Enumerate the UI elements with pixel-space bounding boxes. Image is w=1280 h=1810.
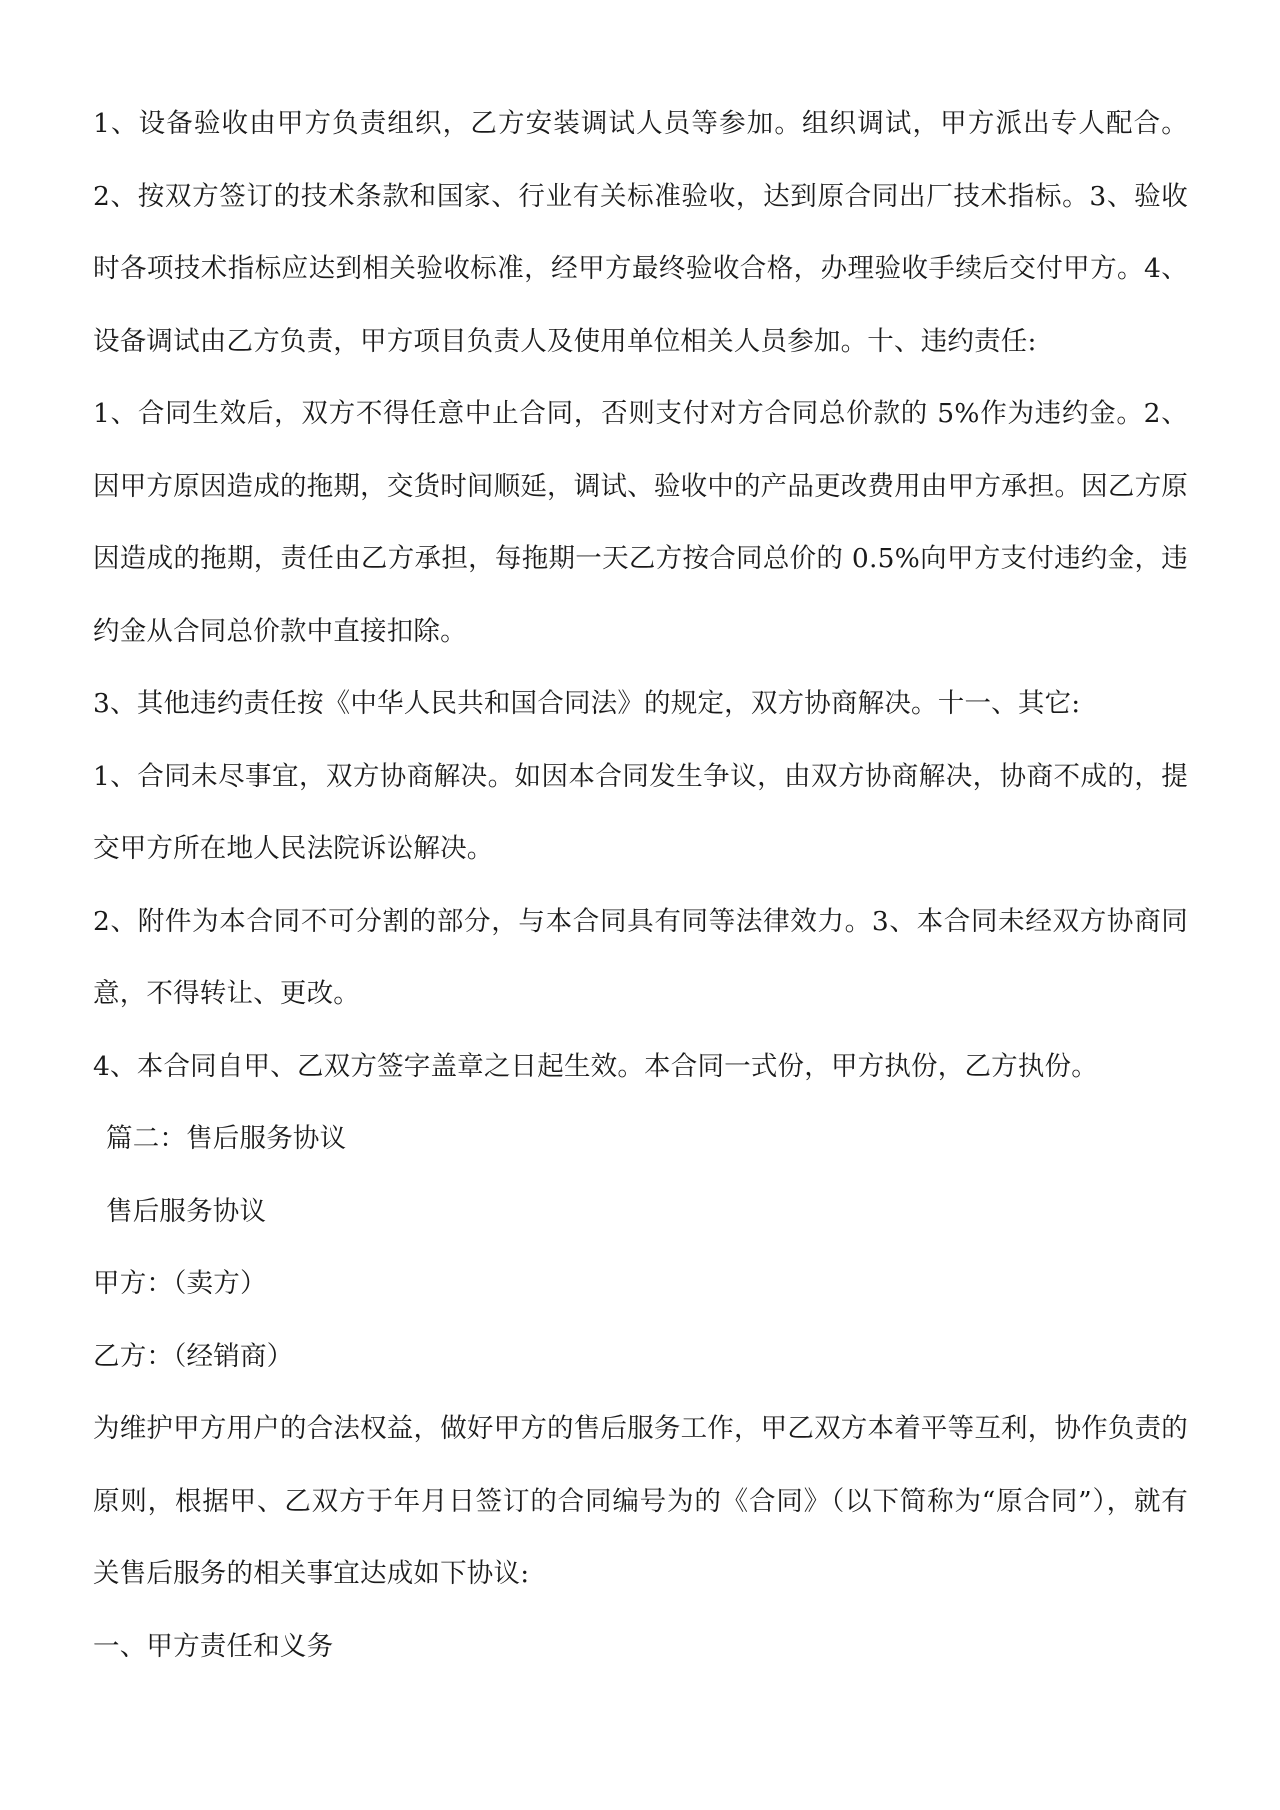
paragraph-breach-liability: 1、合同生效后，双方不得任意中止合同，否则支付对方合同总价款的 5%作为违约金。2、因甲方原因造成的拖期，交货时间顺延，调试、验收中的产品更改费用由甲方承担。因乙方原因造成的拖期，责任由乙方承担，每拖期一天乙方按合同总价的 0.5%向甲方支付违约金，违约金从合同总价款中直接扣除。 [93, 398, 1188, 647]
paragraph-annex: 2、附件为本合同不可分割的部分，与本合同具有同等法律效力。3、本合同未经双方协商同意，不得转让、更改。 [93, 905, 1188, 1009]
document-page [93, 88, 1188, 1683]
paragraph-effective: 4、本合同自甲、乙双方签字盖章之日起生效。本合同一式份，甲方执份，乙方执份。 [93, 1050, 1098, 1082]
agreement-title: 售后服务协议 [106, 1195, 267, 1227]
paragraph-acceptance: 1、设备验收由甲方负责组织，乙方安装调试人员等参加。组织调试，甲方派出专人配合。2、按双方签订的技术条款和国家、行业有关标准验收，达到原合同出厂技术指标。3、验收时各项技术指标应达到相关验收标准，经甲方最终验收合格，办理验收手续后交付甲方。4、设备调试由乙方负责，甲方项目负责人及使用单位相关人员参加。十、违约责任: [93, 108, 1188, 357]
party-a: 甲方：（卖方） [93, 1268, 267, 1299]
party-b: 乙方：（经销商） [93, 1340, 294, 1372]
section-heading-part-two: 篇二：售后服务协议 [106, 1123, 347, 1154]
section-heading-party-a-duties: 一、甲方责任和义务 [93, 1630, 334, 1662]
paragraph-dispute: 1、合同未尽事宜，双方协商解决。如因本合同发生争议，由双方协商解决，协商不成的，提交甲方所在地人民法院诉讼解决。 [93, 760, 1188, 864]
paragraph-other-breach: 3、其他违约责任按《中华人民共和国合同法》的规定，双方协商解决。十一、其它: [93, 688, 1081, 719]
paragraph-preamble: 为维护甲方用户的合法权益，做好甲方的售后服务工作，甲乙双方本着平等互利，协作负责的原则，根据甲、乙双方于年月日签订的合同编号为的《合同》（以下简称为“原合同”），就有关售后服务的相关事宜达成如下协议: [93, 1413, 1188, 1589]
